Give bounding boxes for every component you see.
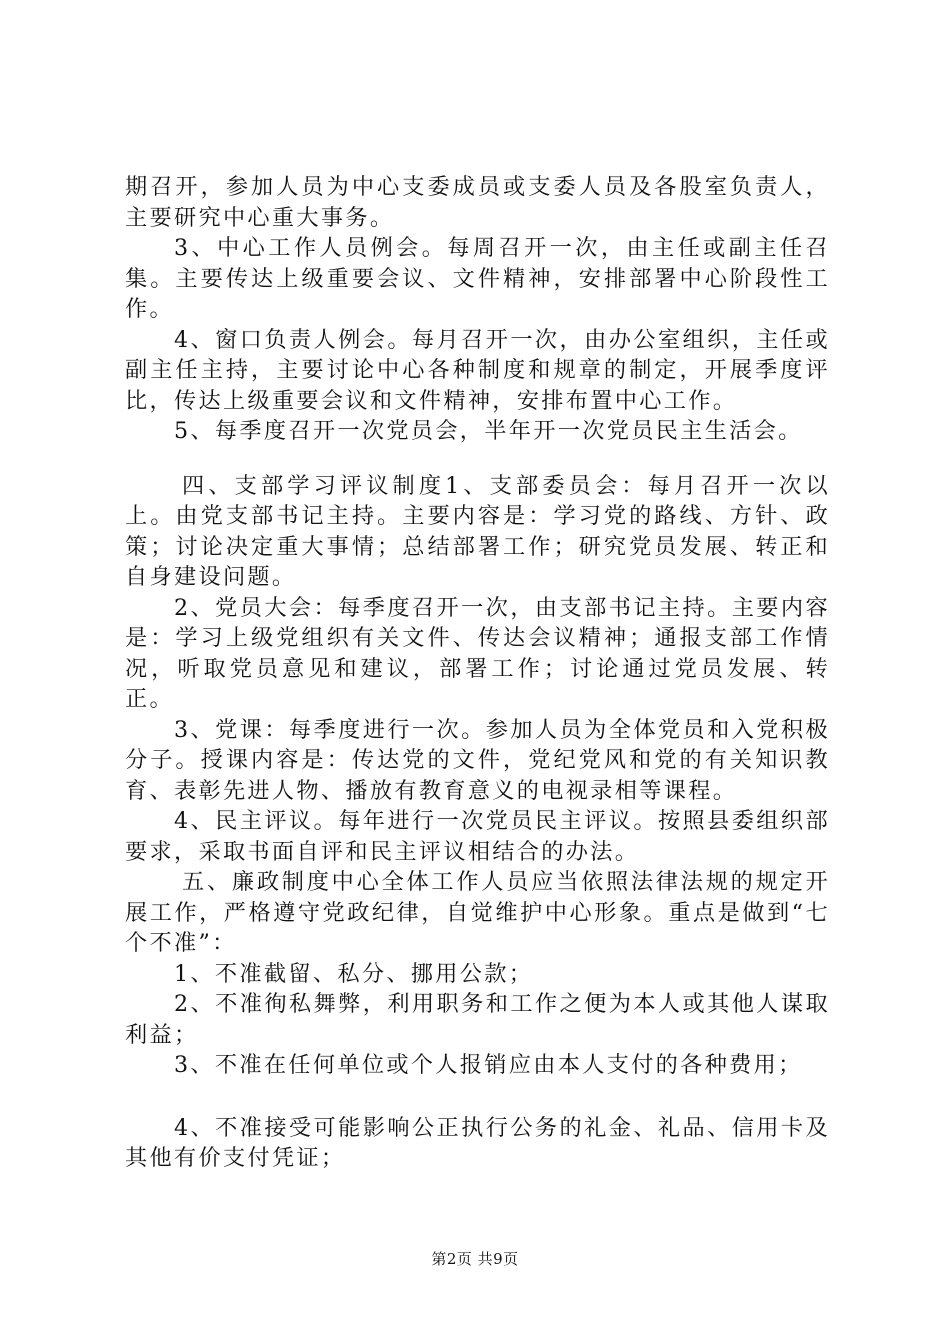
paragraph-rule-2: 2、不准徇私舞弊，利用职务和工作之便为本人或其他人谋取利益； <box>125 991 830 1048</box>
paragraph-meeting-continuation: 期召开，参加人员为中心支委成员或支委人员及各股室负责人，主要研究中心重大事务。 <box>125 174 830 231</box>
paragraph-section-five-integrity: 五、廉政制度中心全体工作人员应当依照法律法规的规定开展工作，严格遵守党政纪律，自觉维护中心形象。重点是做到“七个不准”： <box>125 869 830 956</box>
paragraph-democratic-review: 4、民主评议。每年进行一次党员民主评议。按照县委组织部要求，采取书面自评和民主评议相结合的办法。 <box>125 808 830 865</box>
document-body <box>125 172 830 1174</box>
paragraph-rule-4: 4、不准接受可能影响公正执行公务的礼金、礼品、信用卡及其他有价支付凭证； <box>125 1114 830 1171</box>
paragraph-staff-meeting: 3、中心工作人员例会。每周召开一次，由主任或副主任召集。主要传达上级重要会议、文件精神，安排部署中心阶段性工作。 <box>125 235 830 322</box>
paragraph-window-lead-meeting: 4、窗口负责人例会。每月召开一次，由办公室组织，主任或副主任主持，主要讨论中心各种制度和规章的制定，开展季度评比，传达上级重要会议和文件精神，安排布置中心工作。 <box>125 326 830 414</box>
page-number-footer: 第2页 共9页 <box>431 1250 519 1268</box>
paragraph-rule-1: 1、不准截留、私分、挪用公款； <box>174 960 534 987</box>
paragraph-rule-3: 3、不准在任何单位或个人报销应由本人支付的各种费用； <box>174 1052 803 1078</box>
paragraph-section-four-study-review: 四、支部学习评议制度1、支部委员会：每月召开一次以上。由党支部书记主持。主要内容是：学习党的路线、方针、政策；讨论决定重大事情；总结部署工作；研究党员发展、转正和自身建设问题。 <box>125 472 830 590</box>
paragraph-party-member-meeting: 5、每季度召开一次党员会，半年开一次党员民主生活会。 <box>174 418 803 444</box>
paragraph-party-congress: 2、党员大会：每季度召开一次，由支部书记主持。主要内容是：学习上级党组织有关文件、传达会议精神；通报支部工作情况，听取党员意见和建议，部署工作；讨论通过党员发展、转正。 <box>125 594 830 712</box>
paragraph-party-lecture: 3、党课：每季度进行一次。参加人员为全体党员和入党积极分子。授课内容是：传达党的文件，党纪党风和党的有关知识教育、表彰先进人物、播放有教育意义的电视录相等课程。 <box>125 716 830 804</box>
